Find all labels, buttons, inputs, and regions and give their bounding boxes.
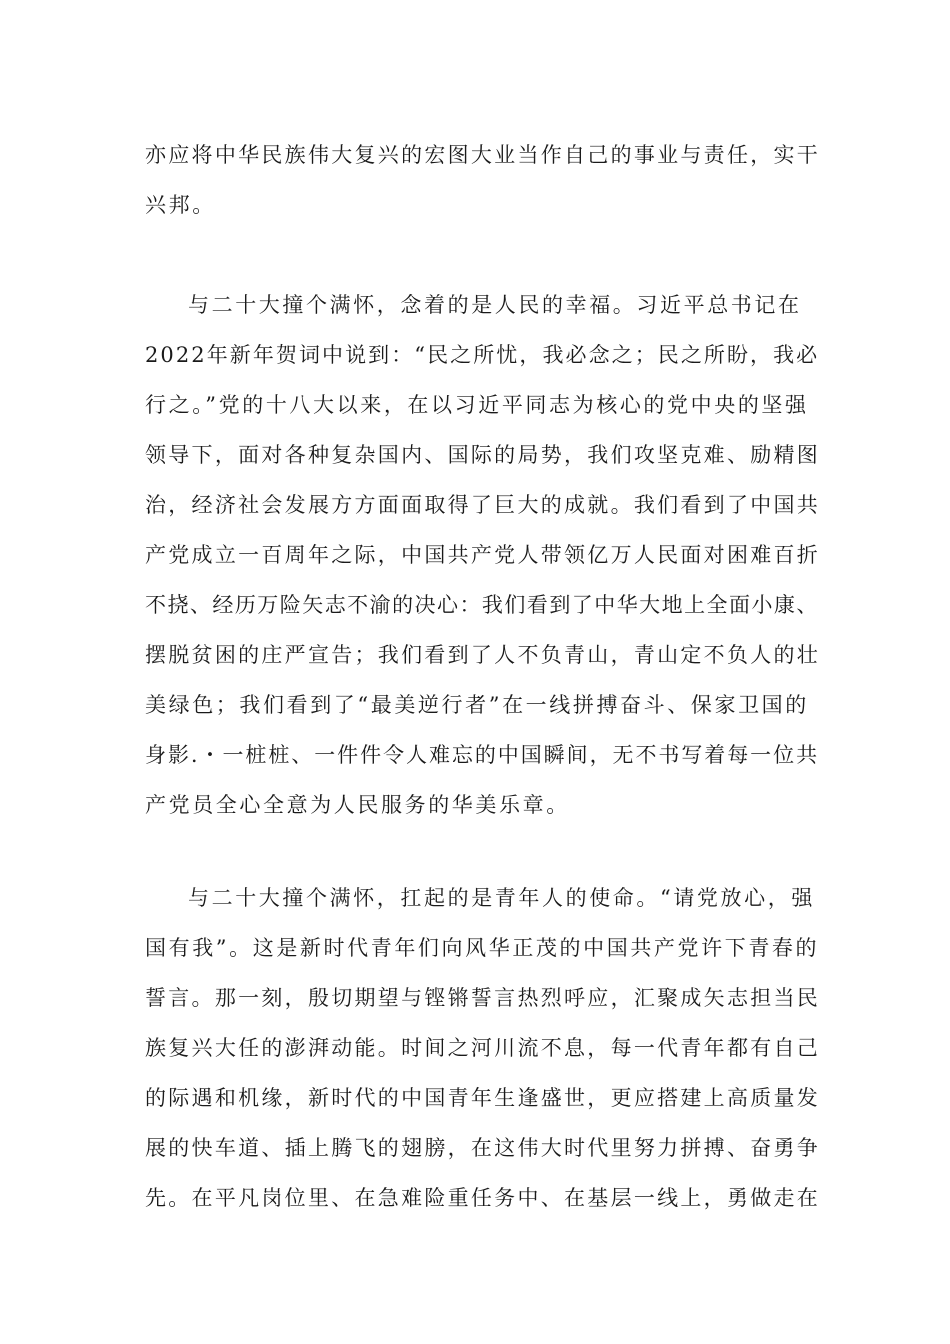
paragraph-line: 先。在平凡岗位里、在急难险重任务中、在基层一线上，勇做走在 [145,1186,821,1210]
paragraph-line: 领导下，面对各种复杂国内、国际的局势，我们攻坚克难、励精图 [145,443,821,467]
paragraph-line: 兴邦。 [145,193,216,217]
paragraph-line: 美绿色；我们看到了“最美逆行者”在一线拼搏奋斗、保家卫国的 [145,693,809,717]
paragraph-line: 国有我”。这是新时代青年们向风华正茂的中国共产党许下青春的 [145,936,820,960]
paragraph-line: 行之。”党的十八大以来，在以习近平同志为核心的党中央的坚强 [145,393,809,417]
paragraph-line: 身影.・一桩桩、一件件令人难忘的中国瞬间，无不书写着每一位共 [145,743,820,767]
paragraph-line: 与二十大撞个满怀，扛起的是青年人的使命。“请党放心，强 [188,886,815,910]
paragraph-line: 不挠、经历万险矢志不渝的决心：我们看到了中华大地上全面小康、 [145,593,819,617]
paragraph-line: 与二十大撞个满怀，念着的是人民的幸福。习近平总书记在 [188,293,802,317]
paragraph-line: 产党成立一百周年之际，中国共产党人带领亿万人民面对困难百折 [145,543,821,567]
paragraph-line: 产党员全心全意为人民服务的华美乐章。 [145,793,570,817]
paragraph-line: 展的快车道、插上腾飞的翅膀，在这伟大时代里努力拼搏、奋勇争 [145,1136,821,1160]
paragraph-line: 亦应将中华民族伟大复兴的宏图大业当作自己的事业与责任，实干 [145,143,821,167]
paragraph-line: 族复兴大任的澎湃动能。时间之河川流不息，每一代青年都有自己 [145,1036,821,1060]
paragraph-line: 的际遇和机缘，新时代的中国青年生逢盛世，更应搭建上高质量发 [145,1086,821,1110]
paragraph-line: 摆脱贫困的庄严宣告；我们看到了人不负青山，青山定不负人的壮 [145,643,821,667]
paragraph-line: 治，经济社会发展方方面面取得了巨大的成就。我们看到了中国共 [145,493,821,517]
paragraph-line: 誓言。那一刻，殷切期望与铿锵誓言热烈呼应，汇聚成矢志担当民 [145,986,821,1010]
paragraph-line: 2022年新年贺词中说到：“民之所忧，我必念之；民之所盼，我必 [145,343,820,367]
